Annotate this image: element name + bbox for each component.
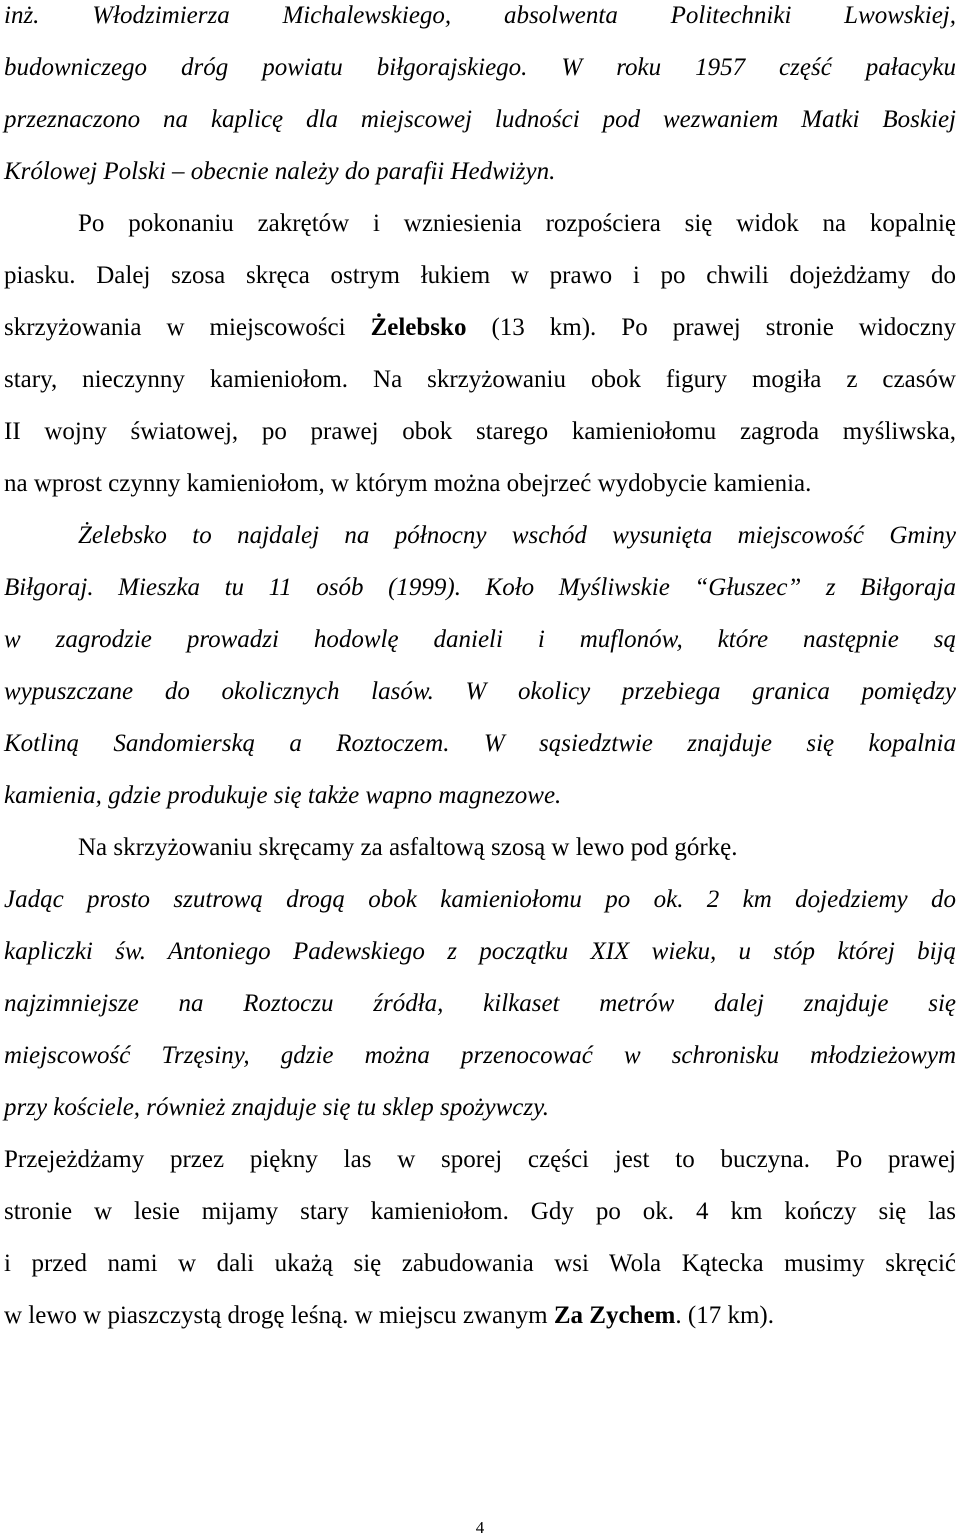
text-line: kamienia, gdzie produkuje się także wapno magnezowe.	[4, 782, 562, 809]
text-run: w lewo w piaszczystą drogę leśną. w miejscu zwanym	[4, 1302, 554, 1329]
text-line: miejscowość Trzęsiny, gdzie można przenocować w schronisku młodzieżowym	[4, 1042, 956, 1069]
text-line: i przed nami w dali ukażą się zabudowania wsi Wola Kątecka musimy skręcić	[4, 1250, 956, 1277]
text-run: (13 km). Po prawej stronie widoczny	[466, 314, 956, 341]
text-line: Biłgoraj. Mieszka tu 11 osób (1999). Koło Myśliwskie “Głuszec” z Biłgoraja	[4, 574, 956, 601]
text-line: Kotliną Sandomierską a Roztoczem. W sąsiedztwie znajduje się kopalnia	[4, 730, 956, 757]
text-line: Królowej Polski – obecnie należy do parafii Hedwiżyn.	[4, 158, 556, 185]
text-line	[4, 312, 956, 344]
text-line: piasku. Dalej szosa skręca ostrym łukiem w prawo i po chwili dojeżdżamy do	[4, 262, 956, 289]
text-line: stary, nieczynny kamieniołom. Na skrzyżowaniu obok figury mogiła z czasów	[4, 366, 956, 393]
text-line: stronie w lesie mijamy stary kamieniołom. Gdy po ok. 4 km kończy się las	[4, 1198, 956, 1225]
text-run: skrzyżowania w miejscowości	[4, 314, 371, 341]
text-line: II wojny światowej, po prawej obok starego kamieniołomu zagroda myśliwska,	[4, 418, 956, 445]
text-line	[4, 1300, 956, 1332]
text-line: przy kościele, również znajduje się tu sklep spożywczy.	[4, 1094, 550, 1121]
text-line: Na skrzyżowaniu skręcamy za asfaltową szosą w lewo pod górkę.	[78, 834, 738, 861]
place-name-zelebsko: Żelebsko	[370, 314, 467, 341]
place-name-za-zychem: Za Zychem	[553, 1302, 676, 1329]
text-line: przeznaczono na kaplicę dla miejscowej ludności pod wezwaniem Matki Boskiej	[4, 106, 956, 133]
text-line: kapliczki św. Antoniego Padewskiego z początku XIX wieku, u stóp której biją	[4, 938, 956, 965]
text-line: Po pokonaniu zakrętów i wzniesienia rozpościera się widok na kopalnię	[78, 210, 956, 237]
text-line: inż. Włodzimierza Michalewskiego, absolwenta Politechniki Lwowskiej,	[4, 2, 956, 29]
text-line: wypuszczane do okolicznych lasów. W okolicy przebiega granica pomiędzy	[4, 678, 956, 705]
text-line: Przejeżdżamy przez piękny las w sporej części jest to buczyna. Po prawej	[4, 1146, 956, 1173]
text-line: najzimniejsze na Roztoczu źródła, kilkaset metrów dalej znajduje się	[4, 990, 956, 1017]
text-line: w zagrodzie prowadzi hodowlę danieli i muflonów, które następnie są	[4, 626, 956, 653]
text-line: Jadąc prosto szutrową drogą obok kamieniołomu po ok. 2 km dojedziemy do	[4, 886, 956, 913]
page-number: 4	[475, 1518, 485, 1537]
text-line: Żelebsko to najdalej na północny wschód wysunięta miejscowość Gminy	[78, 522, 956, 549]
text-run: . (17 km).	[675, 1302, 774, 1329]
text-line: budowniczego dróg powiatu biłgorajskiego. W roku 1957 część pałacyku	[4, 54, 956, 81]
text-line: na wprost czynny kamieniołom, w którym można obejrzeć wydobycie kamienia.	[4, 470, 812, 497]
